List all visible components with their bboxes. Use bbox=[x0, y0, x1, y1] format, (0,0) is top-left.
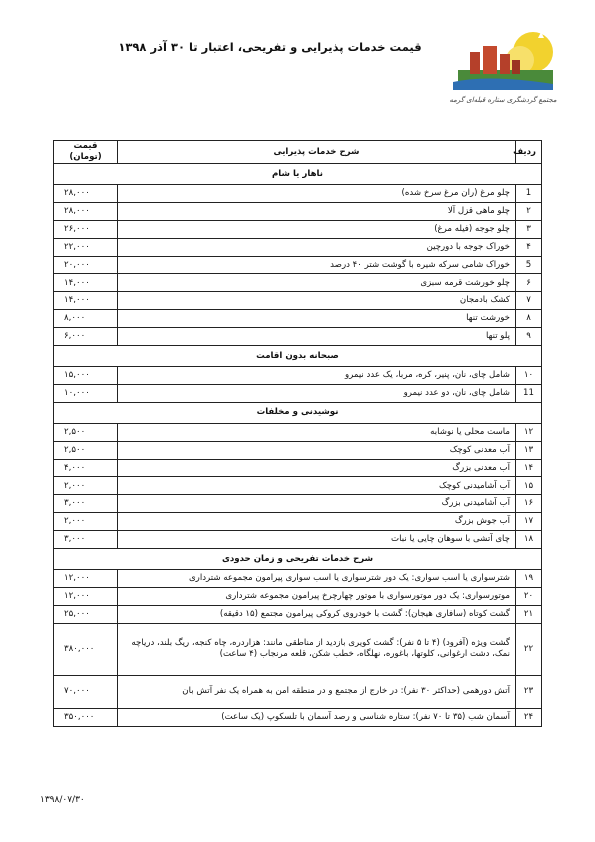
row-price: ۱۴,۰۰۰ bbox=[54, 292, 118, 310]
row-description: خوراک شامی سرکه شیره با گوشت شتر ۴۰ درصد bbox=[118, 256, 516, 274]
row-description: ماست محلی یا نوشابه bbox=[118, 423, 516, 441]
row-number: ۲۳ bbox=[516, 675, 542, 708]
row-number: ۸ bbox=[516, 310, 542, 328]
row-price: ۳,۰۰۰ bbox=[54, 531, 118, 549]
table-row bbox=[54, 185, 542, 203]
table-row bbox=[54, 384, 542, 402]
row-number: ۱۵ bbox=[516, 477, 542, 495]
row-description: شامل چای، نان، دو عدد نیمرو bbox=[118, 384, 516, 402]
row-number: ۲ bbox=[516, 202, 542, 220]
table-row bbox=[54, 708, 542, 726]
row-description: شامل چای، نان، پنیر، کره، مربا، یک عدد نیمرو bbox=[118, 367, 516, 385]
section-header-row bbox=[54, 346, 542, 367]
row-number: ۲۱ bbox=[516, 605, 542, 623]
table-row bbox=[54, 274, 542, 292]
table-row bbox=[54, 202, 542, 220]
header-desc: شرح خدمات پذیرایی bbox=[118, 141, 516, 164]
row-description: خورشت تنها bbox=[118, 310, 516, 328]
row-number: 5 bbox=[516, 256, 542, 274]
row-description: آب آشامیدنی بزرگ bbox=[118, 495, 516, 513]
row-number: 11 bbox=[516, 384, 542, 402]
page-title: قیمت خدمات پذیرایی و تفریحی، اعتبار تا ۳۰ آذر ۱۳۹۸ bbox=[118, 40, 422, 54]
row-description: پلو تنها bbox=[118, 328, 516, 346]
row-price: ۲۲,۰۰۰ bbox=[54, 238, 118, 256]
table-body bbox=[54, 164, 542, 727]
header-price: قیمت (تومان) bbox=[54, 141, 118, 164]
row-number: ۲۰ bbox=[516, 587, 542, 605]
row-number: ۱۶ bbox=[516, 495, 542, 513]
row-description: آب جوش بزرگ bbox=[118, 513, 516, 531]
row-number: ۱۰ bbox=[516, 367, 542, 385]
table-row bbox=[54, 459, 542, 477]
footer-date: ۱۳۹۸/۰۷/۳۰ bbox=[40, 795, 85, 805]
table-row bbox=[54, 675, 542, 708]
table-row bbox=[54, 292, 542, 310]
row-number: ۴ bbox=[516, 238, 542, 256]
resort-logo-icon bbox=[448, 30, 558, 100]
table-row bbox=[54, 367, 542, 385]
row-number: ۶ bbox=[516, 274, 542, 292]
logo-caption: مجتمع گردشگری ستاره قبله‌ای گرمه bbox=[449, 96, 557, 104]
row-price: ۳,۰۰۰ bbox=[54, 495, 118, 513]
section-title: ناهار یا شام bbox=[54, 164, 542, 185]
row-price: ۲۵,۰۰۰ bbox=[54, 605, 118, 623]
row-price: ۱۲,۰۰۰ bbox=[54, 570, 118, 588]
price-table bbox=[53, 140, 542, 727]
table-row bbox=[54, 423, 542, 441]
row-price: ۱۰,۰۰۰ bbox=[54, 384, 118, 402]
row-description: کشک بادمجان bbox=[118, 292, 516, 310]
row-price: ۶,۰۰۰ bbox=[54, 328, 118, 346]
row-description: آب معدنی بزرگ bbox=[118, 459, 516, 477]
row-number: ۱۸ bbox=[516, 531, 542, 549]
row-description: آب آشامیدنی کوچک bbox=[118, 477, 516, 495]
row-price: ۳۵۰,۰۰۰ bbox=[54, 708, 118, 726]
table-row bbox=[54, 238, 542, 256]
row-description: چای آتشی با سوهان چایی یا نبات bbox=[118, 531, 516, 549]
row-number: ۱۲ bbox=[516, 423, 542, 441]
row-price: ۴,۰۰۰ bbox=[54, 459, 118, 477]
row-price: ۲,۵۰۰ bbox=[54, 423, 118, 441]
row-description: شترسواری یا اسب سواری: یک دور شترسواری یا اسب سواری پیرامون مجموعه شترداری bbox=[118, 570, 516, 588]
table-row bbox=[54, 310, 542, 328]
row-price: ۲۸,۰۰۰ bbox=[54, 202, 118, 220]
row-price: ۲,۰۰۰ bbox=[54, 477, 118, 495]
row-number: ۱۹ bbox=[516, 570, 542, 588]
table-header-row bbox=[54, 141, 542, 164]
table-row bbox=[54, 477, 542, 495]
row-number: 1 bbox=[516, 185, 542, 203]
row-price: ۷۰,۰۰۰ bbox=[54, 675, 118, 708]
row-description: چلو خورشت قرمه سبزی bbox=[118, 274, 516, 292]
section-title: نوشیدنی و مخلفات bbox=[54, 402, 542, 423]
table-row bbox=[54, 513, 542, 531]
table-row bbox=[54, 531, 542, 549]
table-row bbox=[54, 605, 542, 623]
row-price: ۱۵,۰۰۰ bbox=[54, 367, 118, 385]
row-number: ۱۳ bbox=[516, 441, 542, 459]
table-row bbox=[54, 587, 542, 605]
table-row bbox=[54, 220, 542, 238]
row-description: چلو مرغ (ران مرغ سرخ شده) bbox=[118, 185, 516, 203]
row-number: ۲۲ bbox=[516, 623, 542, 675]
section-header-row bbox=[54, 164, 542, 185]
row-description: آتش دورهمی (حداکثر ۳۰ نفر): در خارج از مجتمع و در منطقه امن به همراه یک نفر آتش بان bbox=[118, 675, 516, 708]
row-price: ۲,۰۰۰ bbox=[54, 513, 118, 531]
row-description: گشت ویژه (آفرود) (۴ تا ۵ نفر): گشت کویری بازدید از مناطقی مانند: هزاردره، چاه کنجه، ریگ بلند، دریاچه نمک، دشت ارغوانی، کلوتها، باغوره، نهلگاه، خطب شکن، قلعه مرنجاب (۴ ساعت) bbox=[118, 623, 516, 675]
row-number: ۳ bbox=[516, 220, 542, 238]
section-title: شرح خدمات تفریحی و زمان حدودی bbox=[54, 549, 542, 570]
section-title: صبحانه بدون اقامت bbox=[54, 346, 542, 367]
row-number: ۷ bbox=[516, 292, 542, 310]
row-number: ۹ bbox=[516, 328, 542, 346]
row-price: ۲۶,۰۰۰ bbox=[54, 220, 118, 238]
table-row bbox=[54, 570, 542, 588]
table-row bbox=[54, 495, 542, 513]
row-price: ۳۸۰,۰۰۰ bbox=[54, 623, 118, 675]
table-row bbox=[54, 623, 542, 675]
row-price: ۸,۰۰۰ bbox=[54, 310, 118, 328]
row-description: چلو جوجه (فیله مرغ) bbox=[118, 220, 516, 238]
row-description: آسمان شب (۳۵ تا ۷۰ نفر): ستاره شناسی و رصد آسمان با تلسکوپ (یک ساعت) bbox=[118, 708, 516, 726]
row-number: ۲۴ bbox=[516, 708, 542, 726]
row-price: ۱۲,۰۰۰ bbox=[54, 587, 118, 605]
row-description: گشت کوتاه (سافاری هیجان): گشت با خودروی کروکی پیرامون مجتمع (۱۵ دقیقه) bbox=[118, 605, 516, 623]
section-header-row bbox=[54, 402, 542, 423]
row-description: آب معدنی کوچک bbox=[118, 441, 516, 459]
section-header-row bbox=[54, 549, 542, 570]
table-row bbox=[54, 256, 542, 274]
header-num: ردیف bbox=[516, 141, 542, 164]
table-row bbox=[54, 328, 542, 346]
table-row bbox=[54, 441, 542, 459]
row-number: ۱۷ bbox=[516, 513, 542, 531]
row-price: ۲۸,۰۰۰ bbox=[54, 185, 118, 203]
row-description: خوراک جوجه با دورچین bbox=[118, 238, 516, 256]
row-price: ۲۰,۰۰۰ bbox=[54, 256, 118, 274]
row-price: ۱۴,۰۰۰ bbox=[54, 274, 118, 292]
row-price: ۲,۵۰۰ bbox=[54, 441, 118, 459]
row-description: موتورسواری: یک دور موتورسواری با موتور چهارچرخ پیرامون مجموعه شترداری bbox=[118, 587, 516, 605]
row-number: ۱۴ bbox=[516, 459, 542, 477]
row-description: چلو ماهی قزل آلا bbox=[118, 202, 516, 220]
